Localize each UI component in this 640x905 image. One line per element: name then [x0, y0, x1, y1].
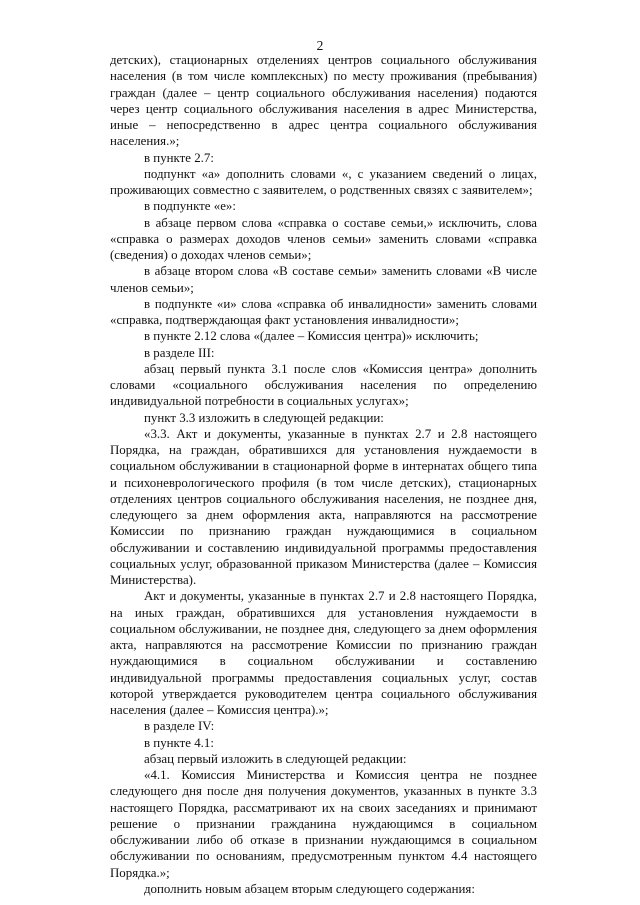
paragraph: детских), стационарных отделениях центров социального обслуживания населения (в том числе комплексных) по месту проживания (пребывания) граждан (далее – центр социального обслуживания населения) подаются через центр социального обслуживания населения в адрес Министерства, иные – непосредственно в адрес центра социального обслуживания населения.»;	[110, 53, 537, 149]
paragraph: Акт и документы, указанные в пунктах 2.7 и 2.8 настоящего Порядка, на иных граждан, обратившихся для установления нуждаемости в социальном обслуживании, не позднее дня, следующего за днем оформления акта, направляются на рассмотрение Комиссии по признанию граждан нуждающимися в социальном обслуживании и составлению индивидуальной программы предоставления социальных услуг, состав которой утверждается руководителем центра социального обслуживания населения (далее – Комиссия центра).»;	[110, 589, 537, 717]
paragraph: в подпункте «и» слова «справка об инвалидности» заменить словами «справка, подтверждающая факт установления инвалидности»;	[110, 296, 537, 327]
paragraph: в абзаце втором слова «В составе семьи» заменить словами «В числе членов семьи»;	[110, 264, 537, 295]
page-number: 2	[316, 38, 324, 53]
paragraph: в разделе III:	[144, 345, 215, 360]
paragraph: в пункте 2.7:	[144, 150, 214, 165]
paragraph: дополнить новым абзацем вторым следующего содержания:	[144, 881, 475, 896]
paragraph: абзац первый пункта 3.1 после слов «Комиссия центра» дополнить словами «социального обслуживания населения по определению индивидуальной потребности в социальных услугах»;	[110, 361, 537, 409]
document-body	[110, 52, 537, 897]
paragraph: в пункте 4.1:	[144, 735, 214, 750]
paragraph: в разделе IV:	[144, 719, 215, 734]
paragraph: в пункте 2.12 слова «(далее – Комиссия центра)» исключить;	[144, 329, 479, 344]
paragraph: подпункт «а» дополнить словами «, с указанием сведений о лицах, проживающих совместно с заявителем, о родственных связях с заявителем»;	[110, 166, 537, 197]
paragraph: «4.1. Комиссия Министерства и Комиссия центра не позднее следующего дня после дня получения документов, указанных в пункте 3.3 настоящего Порядка, рассматривают их на своих заседаниях и принимают решение о признании гражданина нуждающимся в социальном обслуживании либо об отказе в признании нуждающимся в социальном обслуживании по основаниям, предусмотренным пунктом 4.4 настоящего Порядка.»;	[110, 768, 537, 880]
paragraph: в подпункте «е»:	[144, 199, 236, 214]
paragraph: пункт 3.3 изложить в следующей редакции:	[144, 410, 384, 425]
paragraph: «3.3. Акт и документы, указанные в пунктах 2.7 и 2.8 настоящего Порядка, на граждан, обратившихся для установления нуждаемости в социальном обслуживании в стационарной форме в интернатах общего типа и психоневрологического профиля (в том числе детских), стационарных отделениях центров социального обслуживания населения, не позднее дня, следующего за днем оформления акта, направляются на рассмотрение Комиссии по признанию граждан нуждающимися в социальном обслуживании и составлению индивидуальной программы предоставления социальных услуг, образованной приказом Министерства (далее – Комиссия Министерства).	[110, 426, 537, 587]
paragraph: абзац первый изложить в следующей редакции:	[144, 751, 407, 766]
paragraph: в абзаце первом слова «справка о составе семьи,» исключить, слова «справка о размерах доходов членов семьи» заменить словами «справка (сведения) о доходах членов семьи»;	[110, 215, 537, 262]
